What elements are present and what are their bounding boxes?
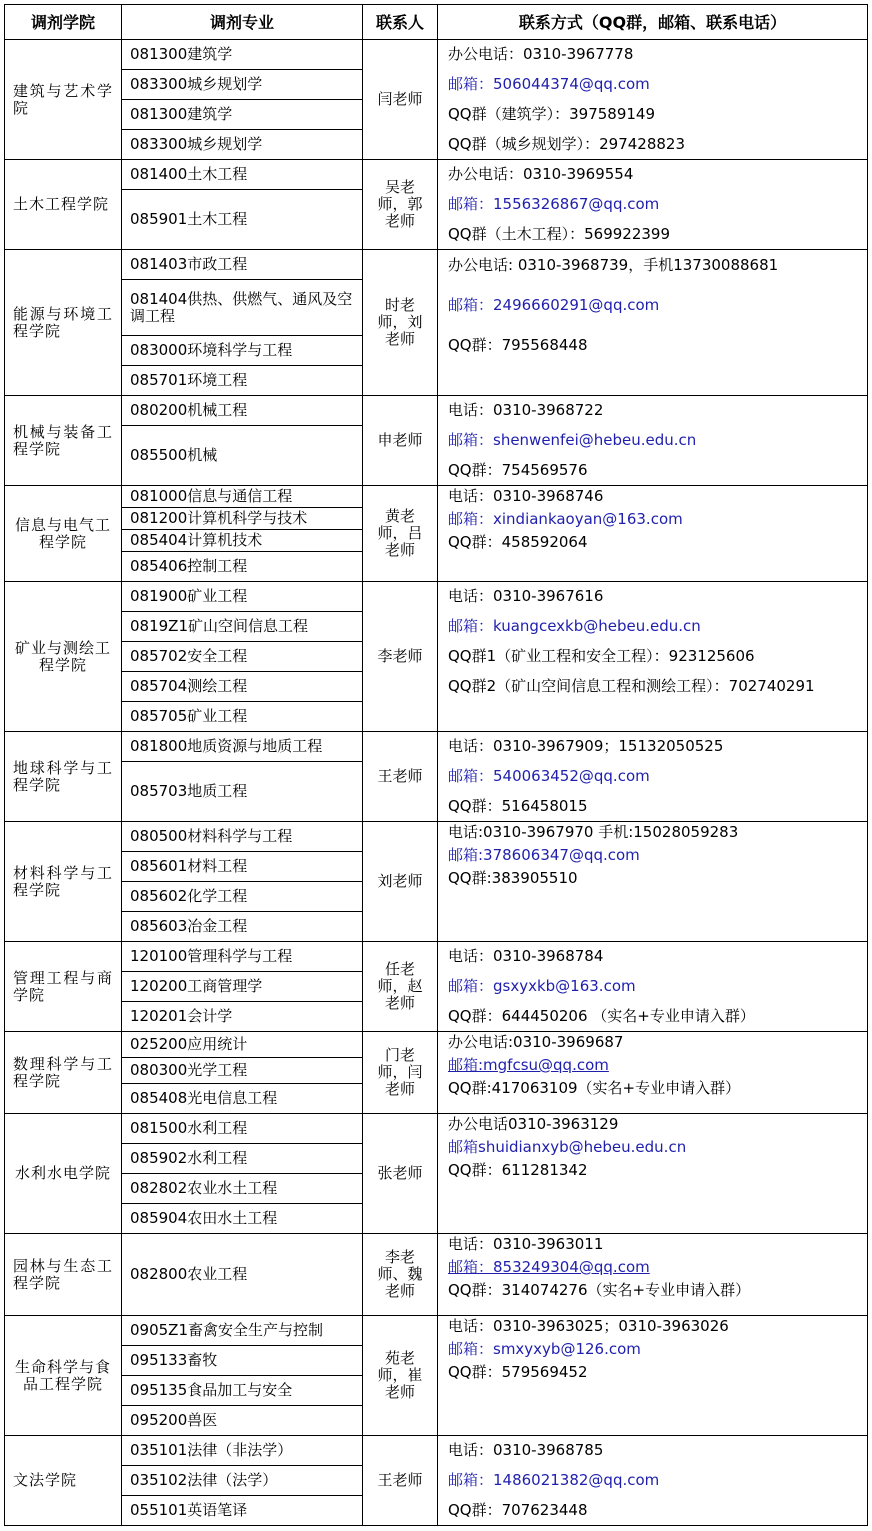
- college-name: 水利水电学院: [5, 1114, 122, 1234]
- college-name: 能源与环境工程学院: [5, 250, 122, 396]
- phone-line: 办公电话：0310-3967778: [448, 45, 634, 63]
- college-name: 矿业与测绘工程学院: [5, 582, 122, 732]
- contact-info: [438, 822, 868, 942]
- contact-person: 任老师，赵老师: [363, 942, 438, 1032]
- major-name: 081800地质资源与地质工程: [122, 732, 363, 762]
- table-row: [5, 396, 868, 426]
- phone-line: 电话：0310-3963011: [448, 1235, 604, 1253]
- college-name: 建筑与艺术学院: [5, 40, 122, 160]
- major-name: 0905Z1畜禽安全生产与控制: [122, 1316, 363, 1346]
- major-name: 081300建筑学: [122, 40, 363, 70]
- major-name: 095200兽医: [122, 1406, 363, 1436]
- contact-info: [438, 1114, 868, 1234]
- college-name: 文法学院: [5, 1436, 122, 1526]
- college-name: 园林与生态工程学院: [5, 1234, 122, 1316]
- major-name: 120201会计学: [122, 1002, 363, 1032]
- major-name: 080300光学工程: [122, 1058, 363, 1084]
- qq-group-line: QQ群：579569452: [448, 1363, 588, 1381]
- header-contact: 联系人: [363, 5, 438, 40]
- college-name: 信息与电气工程学院: [5, 486, 122, 582]
- header-college: 调剂学院: [5, 5, 122, 40]
- contact-info: [438, 486, 868, 582]
- contact-info: [438, 732, 868, 822]
- major-name: 082802农业水土工程: [122, 1174, 363, 1204]
- college-name: 生命科学与食品工程学院: [5, 1316, 122, 1436]
- college-name: 地球科学与工程学院: [5, 732, 122, 822]
- major-name: 085902水利工程: [122, 1144, 363, 1174]
- table-row: [5, 1032, 868, 1058]
- contact-person: 王老师: [363, 732, 438, 822]
- major-name: 085901土木工程: [122, 190, 363, 250]
- contact-person: 门老师，闫老师: [363, 1032, 438, 1114]
- major-name: 120200工商管理学: [122, 972, 363, 1002]
- phone-line: 电话：0310-3968784: [448, 947, 604, 965]
- contact-info: [438, 1436, 868, 1526]
- qq-group-line: QQ群:417063109（实名+专业申请入群）: [448, 1079, 741, 1097]
- contact-info: [438, 1316, 868, 1436]
- major-name: 035102法律（法学）: [122, 1466, 363, 1496]
- major-name: 081500水利工程: [122, 1114, 363, 1144]
- table-row: [5, 822, 868, 852]
- table-row: [5, 250, 868, 280]
- college-name: 数理科学与工程学院: [5, 1032, 122, 1114]
- phone-line: 办公电话：0310-3969554: [448, 165, 634, 183]
- qq-group-line: QQ群：516458015: [448, 797, 588, 815]
- table-row: [5, 486, 868, 508]
- table-body: [5, 40, 868, 1526]
- qq-group-line: QQ群：795568448: [448, 336, 588, 354]
- qq-group-line: QQ群：707623448: [448, 1501, 588, 1519]
- table-row: [5, 1234, 868, 1316]
- major-name: 081900矿业工程: [122, 582, 363, 612]
- phone-line: 电话:0310-3967970 手机:15028059283: [448, 823, 739, 841]
- qq-group-line: QQ群:383905510: [448, 869, 578, 887]
- email-link[interactable]: 邮箱：gsxyxkb@163.com: [448, 977, 636, 995]
- major-name: 081000信息与通信工程: [122, 486, 363, 508]
- contact-info: [438, 1032, 868, 1114]
- major-name: 081404供热、供燃气、通风及空调工程: [122, 280, 363, 336]
- contact-person: 闫老师: [363, 40, 438, 160]
- table-row: [5, 1316, 868, 1346]
- major-name: 085702安全工程: [122, 642, 363, 672]
- major-name: 085602化学工程: [122, 882, 363, 912]
- contact-person: 时老师，刘老师: [363, 250, 438, 396]
- contact-info: [438, 160, 868, 250]
- major-name: 082800农业工程: [122, 1234, 363, 1316]
- phone-line: 电话：0310-3967616: [448, 587, 604, 605]
- table-row: [5, 732, 868, 762]
- email-link[interactable]: 邮箱：853249304@qq.com: [448, 1258, 650, 1276]
- table-row: [5, 160, 868, 190]
- major-name: 085904农田水土工程: [122, 1204, 363, 1234]
- contact-person: 李老师、魏老师: [363, 1234, 438, 1316]
- table-row: [5, 1436, 868, 1466]
- major-name: 085406控制工程: [122, 552, 363, 582]
- transfer-table: [4, 4, 868, 1526]
- phone-line: 办公电话: 0310-3968739，手机13730088681: [448, 256, 779, 274]
- qq-group-line: QQ群（土木工程）：569922399: [448, 225, 671, 243]
- email-link[interactable]: 邮箱：2496660291@qq.com: [448, 296, 660, 314]
- email-link[interactable]: 邮箱：kuangcexkb@hebeu.edu.cn: [448, 617, 701, 635]
- contact-person: 吴老师，郭老师: [363, 160, 438, 250]
- major-name: 081200计算机科学与技术: [122, 508, 363, 530]
- major-name: 085601材料工程: [122, 852, 363, 882]
- contact-person: 申老师: [363, 396, 438, 486]
- qq-group-line: QQ群（城乡规划学）：297428823: [448, 135, 686, 153]
- qq-group-line: QQ群：314074276（实名+专业申请入群）: [448, 1281, 751, 1299]
- phone-line: 电话：0310-3968722: [448, 401, 604, 419]
- qq-group-line: QQ群（建筑学）：397589149: [448, 105, 656, 123]
- college-name: 管理工程与商学院: [5, 942, 122, 1032]
- contact-info: [438, 582, 868, 732]
- major-name: 055101英语笔译: [122, 1496, 363, 1526]
- major-name: 085703地质工程: [122, 762, 363, 822]
- major-name: 085701环境工程: [122, 366, 363, 396]
- major-name: 080200机械工程: [122, 396, 363, 426]
- major-name: 081400土木工程: [122, 160, 363, 190]
- contact-person: 刘老师: [363, 822, 438, 942]
- college-name: 材料科学与工程学院: [5, 822, 122, 942]
- major-name: 085704测绘工程: [122, 672, 363, 702]
- phone-line: 电话：0310-3963025；0310-3963026: [448, 1317, 729, 1335]
- major-name: 081403市政工程: [122, 250, 363, 280]
- email-link[interactable]: 邮箱：shenwenfei@hebeu.edu.cn: [448, 431, 697, 449]
- major-name: 085705矿业工程: [122, 702, 363, 732]
- qq-group-line: QQ群：754569576: [448, 461, 588, 479]
- contact-person: 李老师: [363, 582, 438, 732]
- major-name: 120100管理科学与工程: [122, 942, 363, 972]
- qq-group-line: QQ群：611281342: [448, 1161, 588, 1179]
- qq-group-line: QQ群2（矿山空间信息工程和测绘工程）：702740291: [448, 677, 815, 695]
- contact-info: [438, 250, 868, 396]
- header-major: 调剂专业: [122, 5, 363, 40]
- contact-info: [438, 942, 868, 1032]
- email-link[interactable]: 邮箱：506044374@qq.com: [448, 75, 650, 93]
- contact-person: 苑老师，崔老师: [363, 1316, 438, 1436]
- major-name: 083300城乡规划学: [122, 130, 363, 160]
- table-row: [5, 582, 868, 612]
- email-link[interactable]: 邮箱：1556326867@qq.com: [448, 195, 660, 213]
- major-name: 080500材料科学与工程: [122, 822, 363, 852]
- phone-line: 办公电话:0310-3969687: [448, 1033, 624, 1051]
- email-link[interactable]: 邮箱:378606347@qq.com: [448, 846, 640, 864]
- contact-info: [438, 40, 868, 160]
- contact-info: [438, 396, 868, 486]
- email-link[interactable]: 邮箱：xindiankaoyan@163.com: [448, 510, 683, 528]
- email-link[interactable]: 邮箱：smxyxyb@126.com: [448, 1340, 641, 1358]
- email-link[interactable]: 邮箱shuidianxyb@hebeu.edu.cn: [448, 1138, 687, 1156]
- contact-person: 张老师: [363, 1114, 438, 1234]
- college-name: 机械与装备工程学院: [5, 396, 122, 486]
- major-name: 085500机械: [122, 426, 363, 486]
- phone-line: 电话：0310-3967909；15132050525: [448, 737, 724, 755]
- email-link[interactable]: 邮箱：540063452@qq.com: [448, 767, 650, 785]
- major-name: 035101法律（非法学）: [122, 1436, 363, 1466]
- phone-line: 电话：0310-3968746: [448, 487, 604, 505]
- email-link[interactable]: 邮箱：1486021382@qq.com: [448, 1471, 660, 1489]
- table-row: [5, 1114, 868, 1144]
- major-name: 025200应用统计: [122, 1032, 363, 1058]
- major-name: 0819Z1矿山空间信息工程: [122, 612, 363, 642]
- contact-person: 黄老师，吕老师: [363, 486, 438, 582]
- contact-person: 王老师: [363, 1436, 438, 1526]
- phone-line: 办公电话0310-3963129: [448, 1115, 619, 1133]
- college-name: 土木工程学院: [5, 160, 122, 250]
- qq-group-line: QQ群：458592064: [448, 533, 588, 551]
- major-name: 083300城乡规划学: [122, 70, 363, 100]
- table-header-row: [5, 5, 868, 40]
- major-name: 083000环境科学与工程: [122, 336, 363, 366]
- major-name: 085603冶金工程: [122, 912, 363, 942]
- qq-group-line: QQ群1（矿业工程和安全工程）：923125606: [448, 647, 755, 665]
- table-row: [5, 40, 868, 70]
- contact-info: [438, 1234, 868, 1316]
- email-link[interactable]: 邮箱:mgfcsu@qq.com: [448, 1056, 609, 1074]
- major-name: 095133畜牧: [122, 1346, 363, 1376]
- phone-line: 电话：0310-3968785: [448, 1441, 604, 1459]
- qq-group-line: QQ群：644450206 （实名+专业申请入群）: [448, 1007, 755, 1025]
- major-name: 085404计算机技术: [122, 530, 363, 552]
- header-info: 联系方式（QQ群，邮箱、联系电话）: [438, 5, 868, 40]
- table-row: [5, 942, 868, 972]
- major-name: 085408光电信息工程: [122, 1084, 363, 1114]
- major-name: 095135食品加工与安全: [122, 1376, 363, 1406]
- major-name: 081300建筑学: [122, 100, 363, 130]
